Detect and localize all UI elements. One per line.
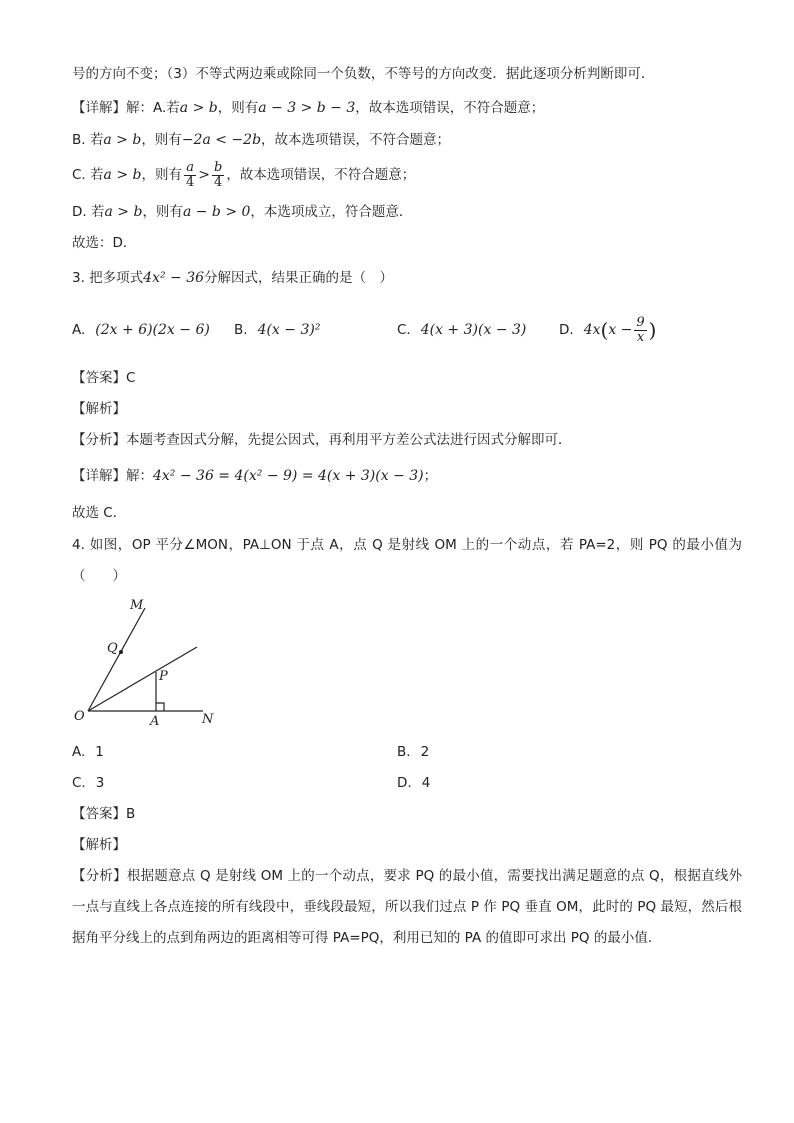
detail-tag: 【详解】 xyxy=(72,468,126,484)
answer-tag: 【答案】 xyxy=(72,806,126,822)
detail-d-end: ，本选项成立，符合题意． xyxy=(250,204,413,220)
detail-d-math: a − b > 0 xyxy=(182,204,251,220)
detail-a-mid: ，则有 xyxy=(217,100,259,116)
q3-analysis-text: 本题考查因式分解，先提公因式，再利用平方差公式法进行因式分解即可． xyxy=(126,432,572,448)
q4-answer-value: B xyxy=(126,806,136,822)
detail-option-b xyxy=(72,130,742,150)
detail-c-mid: ，则有 xyxy=(141,167,182,183)
answer-tag: 【答案】 xyxy=(72,370,126,386)
paragraph-continuation: 号的方向不变；（3）不等式两边乘或除同一个负数，不等号的方向改变．据此逐项分析判断即可． xyxy=(72,66,655,82)
q3-suffix: 分解因式，结果正确的是（ ） xyxy=(204,270,394,286)
q3-option-d: D. 4x(x − $\frac{9}{x}$ ) xyxy=(559,314,657,345)
q3-answer xyxy=(72,368,742,388)
detail-a-condition: a > b xyxy=(179,100,218,116)
label-point-a: A xyxy=(150,714,160,729)
q4-option-d: D. 4 xyxy=(397,775,431,791)
q4-jiexi: 【解析】 xyxy=(72,837,126,853)
detail-d-condition: a > b xyxy=(104,204,143,220)
greater-than-sign: > xyxy=(198,167,210,183)
detail-option-a xyxy=(72,98,742,118)
detail-c-condition: a > b xyxy=(103,167,142,183)
q3-option-c: C. 4(x + 3)(x − 3) xyxy=(397,322,527,338)
q3-detail xyxy=(72,466,742,486)
label-point-n: N xyxy=(202,712,214,727)
detail-a-math: a − 3 > b − 3 xyxy=(258,100,356,116)
q4-option-b: B. 2 xyxy=(397,744,430,760)
q3-option-a: A. (2x + 6)(2x − 6) xyxy=(72,322,210,338)
fraction-b-over-4: $\frac{b}{4}$ xyxy=(213,159,223,190)
fraction-9-over-x: $\frac{9}{x}$ xyxy=(636,314,645,345)
detail-d-prefix: D. 若 xyxy=(72,204,105,220)
q4-answer xyxy=(72,804,742,824)
q3-answer-value: C xyxy=(126,370,136,386)
q3-detail-end: ； xyxy=(423,468,438,484)
detail-a-end: ，故本选项错误，不符合题意； xyxy=(355,100,545,116)
detail-b-mid: ，则有 xyxy=(141,132,182,148)
ray-om xyxy=(88,608,145,711)
detail-a-prefix: 解：A.若 xyxy=(126,100,180,116)
q3-analysis xyxy=(72,430,742,450)
right-angle-mark xyxy=(156,703,164,711)
detail-b-condition: a > b xyxy=(103,132,142,148)
q3-detail-prefix: 解： xyxy=(126,468,153,484)
q4-analysis-text: 根据题意点 Q 是射线 OM 上的一个动点，要求 PQ 的最小值，需要找出满足题意的点 Q，根据直线外一点与直线上各点连接的所有线段中，垂线段最短，所以我们过点 P 作 PQ 垂直 OM，此时的 PQ 最短，然后根据角平分线上的点到角两边的距离相等可得 PA=PQ，利用已知的 PA 的值即可求出 PQ 的最小值． xyxy=(72,868,742,946)
detail-option-c xyxy=(72,157,742,193)
detail-option-d xyxy=(72,202,742,222)
q3-polynomial: 4x² − 36 xyxy=(143,270,205,286)
q3-jiexi: 【解析】 xyxy=(72,401,126,417)
label-point-q: Q xyxy=(107,641,118,656)
detail-d-mid: ，则有 xyxy=(142,204,183,220)
analysis-tag: 【分析】 xyxy=(72,868,127,884)
choose-c: 故选 C． xyxy=(72,505,127,521)
analysis-tag: 【分析】 xyxy=(72,432,126,448)
detail-c-end: ，故本选项错误，不符合题意； xyxy=(226,167,416,183)
choose-d: 故选：D． xyxy=(72,235,137,251)
q3-option-b: B. 4(x − 3)² xyxy=(234,322,321,338)
detail-c-prefix: C. 若 xyxy=(72,167,104,183)
label-point-o: O xyxy=(74,709,85,724)
question-4-stem: 4. 如图，OP 平分∠MON，PA⊥ON 于点 A，点 Q 是射线 OM 上的一个动点，若 PA=2，则 PQ 的最小值为（ ） xyxy=(72,537,742,584)
question-3-stem xyxy=(72,268,742,288)
ray-op xyxy=(88,647,197,711)
point-q-dot xyxy=(119,650,123,654)
fraction-a-over-4: $\frac{a}{4}$ xyxy=(185,159,195,190)
detail-b-math: −2a < −2b xyxy=(181,132,262,148)
q3-prefix: 3. 把多项式 xyxy=(72,270,144,286)
detail-b-end: ，故本选项错误，不符合题意； xyxy=(261,132,451,148)
q4-option-c: C. 3 xyxy=(72,775,105,791)
q4-analysis xyxy=(72,861,742,954)
q4-option-a: A. 1 xyxy=(72,744,104,760)
angle-bisector-figure xyxy=(60,590,230,735)
q3-detail-math: 4x² − 36 = 4(x² − 9) = 4(x + 3)(x − 3) xyxy=(153,468,424,484)
detail-b-prefix: B. 若 xyxy=(72,132,104,148)
detail-tag: 【详解】 xyxy=(72,100,126,116)
label-point-m: M xyxy=(130,598,144,613)
label-point-p: P xyxy=(159,669,168,684)
